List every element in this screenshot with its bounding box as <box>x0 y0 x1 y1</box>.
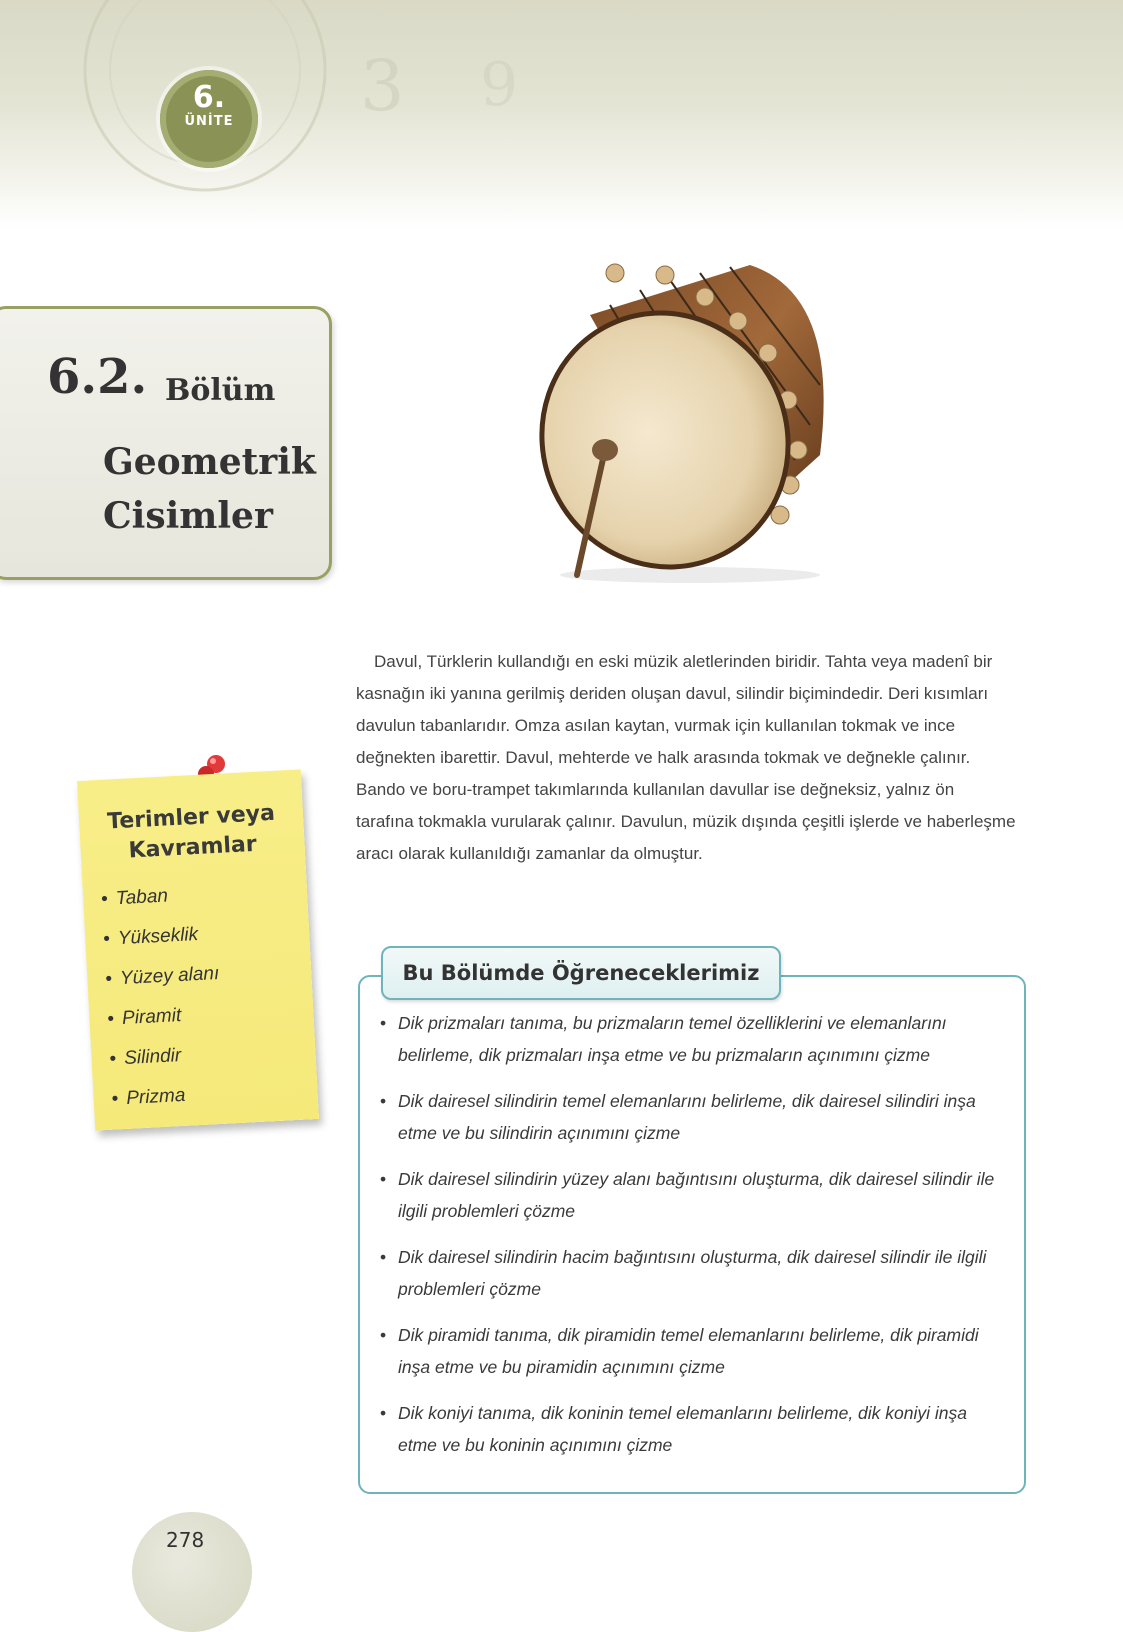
objective-item: • Dik dairesel silindirin hacim bağıntısını oluşturma, dik dairesel silindir ile ilgili problemleri çözme <box>380 1241 1002 1305</box>
term-item: • Yüzey alanı <box>104 949 312 1000</box>
svg-text:3: 3 <box>360 45 405 127</box>
objectives-heading-tab <box>381 946 781 1000</box>
objective-item: • Dik dairesel silindirin temel elemanlarını belirleme, dik dairesel silindiri inşa etme ve bu silindirin açınımını çizme <box>380 1085 1002 1149</box>
unit-number: 6. <box>192 80 226 115</box>
objective-item: • Dik dairesel silindirin yüzey alanı bağıntısını oluşturma, dik dairesel silindir ile ilgili problemleri çözme <box>380 1163 1002 1227</box>
intro-paragraph: Davul, Türklerin kullandığı en eski müzik aletlerinden biridir. Tahta veya madenî bir kasnağın iki yanına gerilmiş deriden oluşan davul, silindir biçimindedir. Deri kısımları davulun tabanlarıdır. Omza asılan kaytan, vurmak için kullanılan tokmak ve ince değnekten ibarettir. Davul, mehterde ve halk arasında tokmak ve değnekle çalınır. Bando ve boru-trampet takımlarında kullanılan davullar ise değneksiz, yalnız ön tarafına tokmakla vurularak çalınır. Davulun, müzik dışında çeşitli işlerde ve haberleşme aracı olarak kullanıldığı zamanlar da olmuştur. <box>356 652 1016 863</box>
section-number: 6.2. <box>47 349 148 405</box>
objective-item: • Dik prizmaları tanıma, bu prizmaların temel özelliklerini ve elemanlarını belirleme, dik prizmaları inşa etme ve bu prizmaların açınımını çizme <box>380 1007 1002 1071</box>
unit-label: ÜNİTE <box>184 114 234 129</box>
term-item: • Taban <box>100 869 308 920</box>
objectives-box <box>358 975 1026 1494</box>
term-item: • Silindir <box>109 1029 317 1080</box>
objectives-heading: Bu Bölümde Öğreneceklerimiz <box>402 961 760 985</box>
section-card <box>0 306 332 580</box>
term-item: • Prizma <box>111 1069 319 1120</box>
page-number: 278 <box>166 1528 205 1552</box>
objective-item: • Dik koniyi tanıma, dik koninin temel elemanlarını belirleme, dik koniyi inşa etme ve bu koninin açınımını çizme <box>380 1397 1002 1461</box>
terms-title-line1: Terimler veya <box>106 800 276 835</box>
terms-title <box>78 797 305 869</box>
objectives-list <box>360 977 1024 1461</box>
svg-text:9: 9 <box>480 50 519 120</box>
term-item: • Yükseklik <box>102 909 310 960</box>
terms-sticky-note <box>77 769 319 1130</box>
terms-list <box>100 869 318 1119</box>
term-item: • Piramit <box>106 989 314 1040</box>
drum-illustration <box>520 245 850 585</box>
unit-badge <box>160 70 258 168</box>
section-word: Bölüm <box>165 373 276 408</box>
objective-item: • Dik piramidi tanıma, dik piramidin temel elemanlarını belirleme, dik piramidi inşa etme ve bu piramidin açınımını çizme <box>380 1319 1002 1383</box>
terms-title-line2: Kavramlar <box>128 831 258 864</box>
section-title: Geometrik Cisimler <box>103 441 316 537</box>
